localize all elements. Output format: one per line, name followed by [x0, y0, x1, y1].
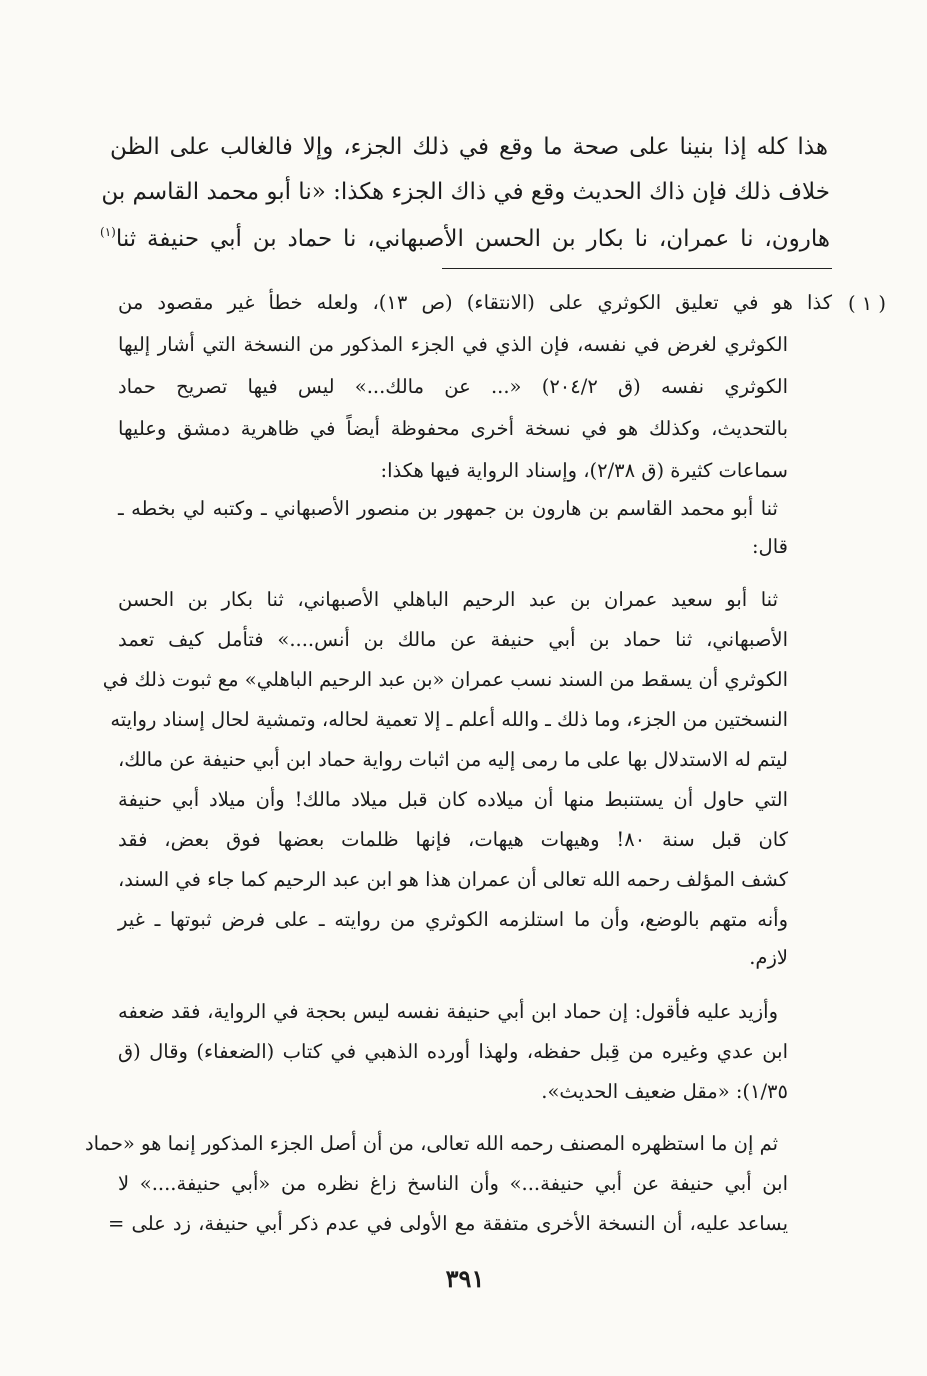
footnote-p2-line-2: قال:	[751, 535, 788, 558]
footnote-p3-line-4: النسختين من الجزء، وما ذلك ـ والله أعلم ـ إلا تعمية لحاله، وتمشية لحال إسناد روايته	[110, 708, 788, 731]
footnote-p3-line-10: لازم.	[749, 946, 788, 969]
footnote-marker: ( ١ )	[847, 292, 887, 315]
footnote-p1-line-5: سماعات كثيرة (ق ٢/٣٨)، وإسناد الرواية فيها هكذا:	[380, 459, 788, 482]
footnote-p5-line-1: ثم إن ما استظهره المصنف رحمه الله تعالى، من أن أصل الجزء المذكور إنما هو «حماد	[84, 1132, 778, 1155]
main-text-line-3-text: هارون، نا عمران، نا بكار بن الحسن الأصبهاني، نا حماد بن أبي حنيفة ثنا	[115, 226, 830, 252]
footnote-p3-line-7: كان قبل سنة ٨٠! وهيهات هيهات، فإنها ظلمات بعضها فوق بعض، فقد	[118, 828, 788, 851]
footnote-p4-line-2: ابن عدي وغيره من قِبل حفظه، ولهذا أورده الذهبي في كتاب (الضعفاء) وقال (ق	[118, 1040, 788, 1063]
footnote-p3-line-9: وأنه متهم بالوضع، وأن ما استلزمه الكوثري من روايته ـ على فرض ثبوتها ـ غير	[118, 908, 788, 931]
footnote-p1-line-4: بالتحديث، وكذلك هو في نسخة أخرى محفوظة أيضاً في ظاهرية دمشق وعليها	[118, 417, 788, 440]
footnote-separator	[442, 268, 832, 269]
footnote-p5-line-2: ابن أبي حنيفة عن أبي حنيفة...» وأن الناسخ زاغ نظره من «أبي حنيفة....» لا	[118, 1172, 788, 1195]
footnote-p3-line-3: الكوثري أن يسقط من السند نسب عمران «بن عبد الرحيم الباهلي» مع ثبوت ذلك في	[102, 668, 788, 691]
footnote-p2-line-1: ثنا أبو محمد القاسم بن هارون بن جمهور بن منصور الأصبهاني ـ وكتبه لي بخطه ـ	[118, 497, 778, 520]
footnote-p3-line-5: ليتم له الاستدلال بها على ما رمى إليه من اثبات رواية حماد ابن أبي حنيفة عن مالك،	[118, 748, 788, 771]
footnote-p4-line-1: وأزيد عليه فأقول: إن حماد ابن أبي حنيفة نفسه ليس بحجة في الرواية، فقد ضعفه	[118, 1000, 778, 1023]
footnote-p3-line-6: التي حاول أن يستنبط منها أن ميلاده كان قبل ميلاد مالك! وأن ميلاد أبي حنيفة	[118, 788, 788, 811]
main-text-line-1: هذا كله إذا بنينا على صحة ما وقع في ذلك الجزء، وإلا فالغالب على الظن	[110, 134, 828, 160]
footnote-p1-line-3: الكوثري نفسه (ق ٢٠٤/٢) «... عن مالك...» ليس فيها تصريح حماد	[118, 375, 788, 398]
main-text-line-2: خلاف ذلك فإن ذاك الحديث وقع في ذاك الجزء هكذا: «نا أبو محمد القاسم بن	[101, 179, 830, 205]
footnote-p3-line-1: ثنا أبو سعيد عمران بن عبد الرحيم الباهلي الأصبهاني، ثنا بكار بن الحسن	[118, 588, 778, 611]
footnote-p1-line-2: الكوثري لغرض في نفسه، فإن الذي في الجزء المذكور من النسخة التي أشار إليها	[118, 333, 788, 356]
footnote-p4-line-3: ١/٣٥): «مقل ضعيف الحديث».	[541, 1080, 788, 1103]
page-number: ٣٩١	[445, 1264, 485, 1293]
footnote-p3-line-2: الأصبهاني، ثنا حماد بن أبي حنيفة عن مالك بن أنس....» فتأمل كيف تعمد	[118, 628, 788, 651]
footnote-p5-line-3: يساعد عليه، أن النسخة الأخرى متفقة مع الأولى في عدم ذكر أبي حنيفة، زد على =	[108, 1212, 788, 1235]
footnote-p3-line-8: كشف المؤلف رحمه الله تعالى أن عمران هذا هو ابن عبد الرحيم كما جاء في السند،	[118, 868, 788, 891]
footnote-reference[interactable]: (١)	[100, 225, 116, 239]
footnote-p1-line-1: كذا هو في تعليق الكوثري على (الانتقاء) (ص ١٣)، ولعله خطأ غير مقصود من	[118, 291, 832, 314]
main-text-line-3	[100, 226, 830, 251]
